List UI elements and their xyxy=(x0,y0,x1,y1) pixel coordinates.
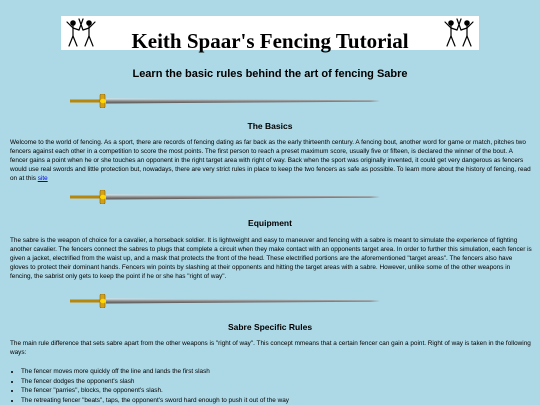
history-site-link[interactable]: site xyxy=(37,175,48,182)
sword-divider-icon xyxy=(70,190,380,204)
page-subtitle: Learn the basic rules behind the art of fencing Sabre xyxy=(132,68,408,80)
section-body-sabre-rules: The main rule difference that sets sabre apart from the other weapons is "right of way". This concept mmeans that a certain fencer can gain a point. Right of way is taken in the following ways: xyxy=(10,340,531,356)
section-body-basics: Welcome to the world of fencing. As a sport, there are records of fencing dating as far back as the early thirteenth century. A fencing bout, another word for game or match, pitches two fencers against each other in a competition to score the most points. The first person to reach a preset maximum score, usually five or fifteen, is declared the winner of the bout. A fencer gains a point when he or she touches an opponent in the right target area with right of way. Back when the sport was originally invented, it could get very dangerous as fencers would use real swords and little protection but, nowadays, there are very strict rules in place to keep the two fencers as safe as possible. To learn more about the history of fencing, read on at this site xyxy=(10,139,531,182)
sword-divider-icon xyxy=(70,294,380,308)
sword-divider-icon xyxy=(70,94,380,108)
section-heading-equipment: Equipment xyxy=(248,218,292,228)
right-of-way-list xyxy=(10,367,289,405)
list-item: • The fencer moves more quickly off the line and lands the first slash xyxy=(21,367,289,377)
section-heading-sabre-rules: Sabre Specific Rules xyxy=(227,322,313,332)
section-body-equipment: The sabre is the weapon of choice for a cavalier, a horseback soldier. It is lightweight and easy to maneuver and fencing with a sabre is meant to simulate the experience of fighting another cavalier. The fencers connect the sabres to plugs that complete a circuit when they make contact with an opponents target area. In order to further this simulation, each fencer is given a jacket, electrified from the waist up, and a mask that protects the front of the head. These electrified portions are the aforementioned "target areas". The fencers also have gloves to protect their dominant hands. Fencers win points by slashing at their opponents and hitting the target areas with a sabre. However, unlike some of the other weapons in fencing, the sabrist only gets to keep the point if he or she has "right of way". xyxy=(10,237,532,280)
list-item: • The fencer "parries", blocks, the opponent's slash. xyxy=(21,386,289,396)
section-heading-basics: The Basics xyxy=(247,121,293,131)
list-item: • The fencer dodges the opponent's slash xyxy=(21,377,289,387)
list-item: • The retreating fencer "beats", taps, the opponent's sword hard enough to push it out of the way xyxy=(21,396,289,405)
page-title: Keith Spaar's Fencing Tutorial xyxy=(131,29,409,53)
